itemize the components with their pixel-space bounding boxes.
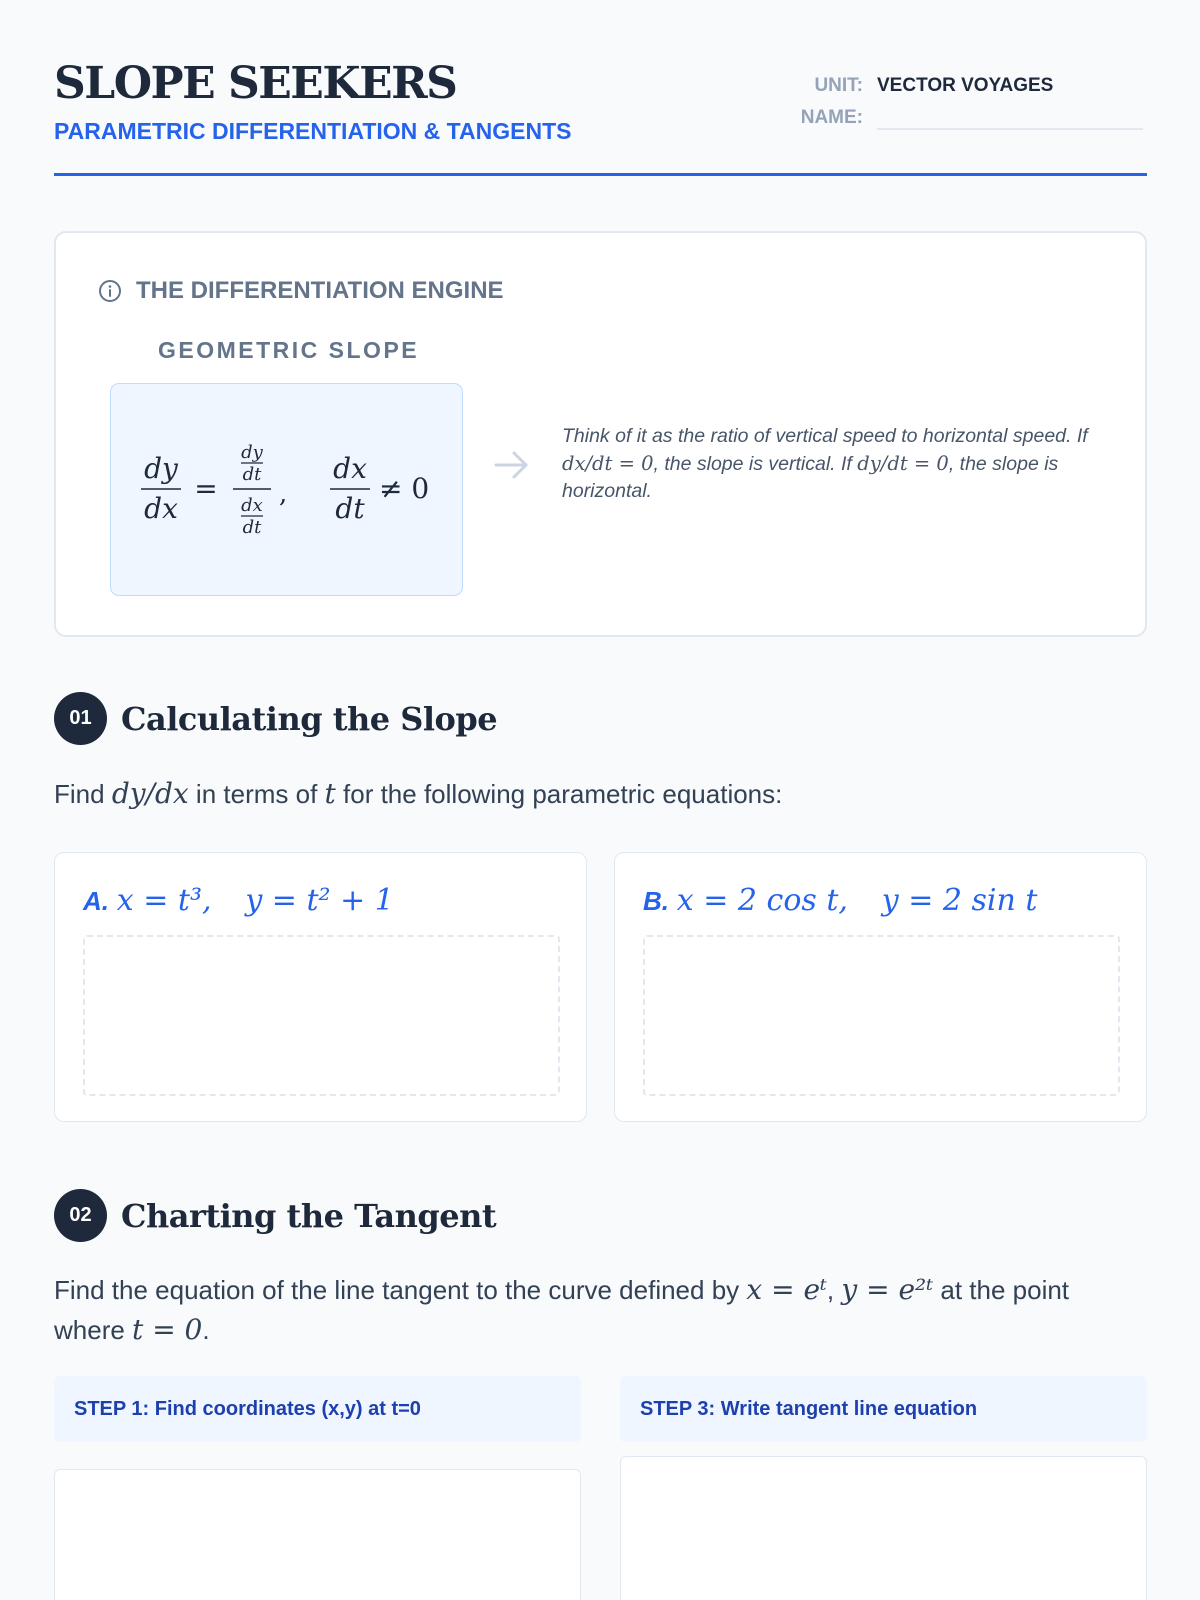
problem-card-a	[54, 852, 587, 1122]
formula-cond-rel: ≠ 0	[379, 472, 430, 505]
prompt-math: dy/dx	[111, 777, 189, 810]
prompt-math: t	[324, 777, 336, 810]
section-02-heading	[54, 1189, 496, 1242]
prompt-math: y = e²ᵗ	[841, 1273, 934, 1306]
prompt-text: .	[202, 1315, 210, 1345]
answer-box[interactable]	[643, 935, 1120, 1096]
info-icon	[98, 279, 122, 303]
formula-inner-num-num: dy	[241, 442, 263, 463]
step-label: STEP 1: Find coordinates (x,y) at t=0	[74, 1398, 421, 1420]
note-text: , the slope is horizontal.	[562, 453, 1059, 502]
section-number-badge: 01	[54, 692, 107, 745]
step-3-work-area[interactable]	[620, 1456, 1147, 1600]
prompt-math: x = eᵗ	[746, 1273, 827, 1306]
section-number-badge: 02	[54, 1189, 107, 1242]
worksheet-subtitle: PARAMETRIC DIFFERENTIATION & TANGENTS	[54, 118, 572, 144]
answer-box[interactable]	[83, 935, 560, 1096]
section-01-prompt	[54, 774, 1147, 814]
name-field[interactable]	[877, 106, 1143, 130]
section-02-prompt	[54, 1270, 1147, 1350]
prompt-text: Find	[54, 779, 112, 809]
problem-letter: A.	[83, 886, 109, 916]
formula-cond-num: dx	[333, 452, 367, 485]
slope-formula-box	[110, 383, 463, 596]
formula-lhs-den: dx	[144, 492, 178, 525]
note-math: dx/dt = 0	[562, 452, 654, 475]
formula-comma: ,	[279, 479, 288, 509]
problem-statement	[83, 883, 394, 918]
meta-block	[787, 70, 1147, 134]
engine-heading	[98, 277, 504, 305]
section-title: Calculating the Slope	[121, 699, 498, 738]
slope-formula	[111, 384, 464, 597]
problem-statement	[643, 883, 1037, 918]
problem-y-equation: y = 2 sin t	[881, 883, 1038, 918]
note-text: Think of it as the ratio of vertical speed to horizontal speed. If	[562, 425, 1088, 447]
formula-cond-den: dt	[335, 492, 365, 525]
unit-label: UNIT:	[814, 75, 863, 96]
step-3-header	[620, 1376, 1147, 1442]
arrow-right-icon	[492, 445, 532, 485]
geometric-slope-label: GEOMETRIC SLOPE	[158, 337, 420, 363]
unit-value: VECTOR VOYAGES	[877, 75, 1054, 96]
formula-inner-den-num: dx	[241, 495, 263, 516]
formula-inner-num-den: dt	[242, 464, 262, 485]
step-1-work-area[interactable]	[54, 1469, 581, 1600]
differentiation-engine-panel	[54, 231, 1147, 637]
prompt-text: in terms of	[188, 779, 325, 809]
prompt-text: for the following parametric equations:	[335, 779, 783, 809]
problem-y-equation: y = t² + 1	[245, 883, 394, 918]
section-01-heading	[54, 692, 497, 745]
prompt-text: ,	[826, 1275, 842, 1305]
worksheet-header	[54, 56, 1147, 176]
prompt-text: Find the equation of the line tangent to the curve defined by	[54, 1275, 747, 1305]
problem-letter: B.	[643, 886, 669, 916]
name-row	[787, 102, 1147, 134]
note-text: , the slope is vertical. If	[653, 453, 858, 475]
problem-x-equation: x = t³,	[116, 883, 212, 918]
formula-equals: =	[194, 472, 218, 505]
worksheet-title: SLOPE SEEKERS	[54, 58, 457, 109]
problem-card-b	[614, 852, 1147, 1122]
section-title: Charting the Tangent	[121, 1196, 497, 1235]
name-label: NAME:	[800, 107, 863, 128]
problem-x-equation: x = 2 cos t,	[676, 883, 848, 918]
step-1-header	[54, 1376, 581, 1442]
prompt-text: at the point where	[54, 1275, 1070, 1345]
note-math: dy/dt = 0	[857, 452, 949, 475]
formula-lhs-num: dy	[144, 452, 178, 485]
engine-title: THE DIFFERENTIATION ENGINE	[136, 277, 504, 304]
unit-row	[787, 70, 1147, 102]
formula-inner-den-den: dt	[242, 517, 262, 538]
prompt-math: t = 0	[132, 1313, 203, 1346]
engine-explanation	[562, 423, 1092, 505]
step-label: STEP 3: Write tangent line equation	[640, 1398, 978, 1420]
